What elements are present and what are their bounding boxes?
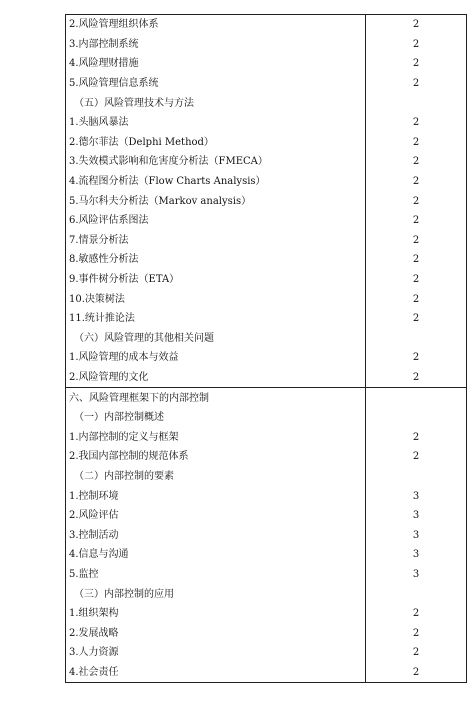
table-row — [66, 250, 467, 270]
table-row — [66, 35, 467, 55]
topic-cell: 6.风险评估系图法 — [66, 211, 366, 231]
hours-cell: 2 — [366, 623, 467, 643]
topic-cell: （一）内部控制概述 — [66, 408, 366, 428]
hours-cell: 2 — [366, 604, 467, 624]
table-row — [66, 211, 467, 231]
topic-cell: 4.信息与沟通 — [66, 545, 366, 565]
topic-cell: 11.统计推论法 — [66, 309, 366, 329]
hours-cell — [366, 467, 467, 487]
table-row — [66, 152, 467, 172]
topic-cell: 2.风险管理的文化 — [66, 368, 366, 388]
topic-cell: 3.内部控制系统 — [66, 35, 366, 55]
table-row — [66, 231, 467, 251]
table-row — [66, 408, 467, 428]
table-row — [66, 663, 467, 683]
topic-cell: （二）内部控制的要素 — [66, 467, 366, 487]
topic-cell: （三）内部控制的应用 — [66, 584, 366, 604]
table-row — [66, 54, 467, 74]
table-row — [66, 329, 467, 349]
hours-cell: 3 — [366, 525, 467, 545]
hours-cell: 2 — [366, 289, 467, 309]
hours-cell: 2 — [366, 427, 467, 447]
hours-cell: 2 — [366, 15, 467, 35]
hours-cell: 2 — [366, 348, 467, 368]
topic-cell: 2.发展战略 — [66, 623, 366, 643]
table-row — [66, 584, 467, 604]
table-row — [66, 447, 467, 467]
hours-cell: 2 — [366, 211, 467, 231]
hours-cell — [366, 329, 467, 349]
hours-cell: 2 — [366, 191, 467, 211]
table-row — [66, 388, 467, 408]
topic-cell: 1.风险管理的成本与效益 — [66, 348, 366, 368]
table-row — [66, 289, 467, 309]
table-row — [66, 623, 467, 643]
hours-cell: 2 — [366, 270, 467, 290]
hours-cell — [366, 408, 467, 428]
topic-cell: 4.流程图分析法（Flow Charts Analysis） — [66, 172, 366, 192]
hours-cell — [366, 388, 467, 408]
topic-cell: 9.事件树分析法（ETA） — [66, 270, 366, 290]
table-row — [66, 348, 467, 368]
hours-cell: 2 — [366, 152, 467, 172]
hours-cell — [366, 93, 467, 113]
table-row — [66, 191, 467, 211]
table-row — [66, 506, 467, 526]
table-row — [66, 643, 467, 663]
hours-cell: 3 — [366, 486, 467, 506]
hours-cell: 2 — [366, 35, 467, 55]
table-row — [66, 74, 467, 94]
table-row — [66, 15, 467, 35]
table-row — [66, 172, 467, 192]
topic-cell: 4.风险理财措施 — [66, 54, 366, 74]
hours-cell: 2 — [366, 54, 467, 74]
topic-cell: 4.社会责任 — [66, 663, 366, 683]
topic-cell: 1.头脑风暴法 — [66, 113, 366, 133]
hours-cell: 2 — [366, 643, 467, 663]
hours-cell: 3 — [366, 506, 467, 526]
table-row — [66, 525, 467, 545]
topic-cell: 3.人力资源 — [66, 643, 366, 663]
topic-cell: 5.监控 — [66, 565, 366, 585]
topic-cell: 六、风险管理框架下的内部控制 — [66, 388, 366, 408]
topic-cell: 8.敏感性分析法 — [66, 250, 366, 270]
syllabus-rows — [66, 15, 467, 683]
hours-cell: 2 — [366, 663, 467, 683]
table-row — [66, 565, 467, 585]
topic-cell: 1.内部控制的定义与框架 — [66, 427, 366, 447]
topic-cell: 2.风险管理组织体系 — [66, 15, 366, 35]
table-row — [66, 133, 467, 153]
table-row — [66, 427, 467, 447]
topic-cell: 2.风险评估 — [66, 506, 366, 526]
hours-cell: 2 — [366, 231, 467, 251]
hours-cell — [366, 584, 467, 604]
topic-cell: （六）风险管理的其他相关问题 — [66, 329, 366, 349]
table-row — [66, 93, 467, 113]
hours-cell: 2 — [366, 74, 467, 94]
topic-cell: 2.我国内部控制的规范体系 — [66, 447, 366, 467]
hours-cell: 2 — [366, 172, 467, 192]
hours-cell: 3 — [366, 565, 467, 585]
hours-cell: 2 — [366, 133, 467, 153]
table-row — [66, 545, 467, 565]
hours-cell: 2 — [366, 368, 467, 388]
hours-cell: 2 — [366, 113, 467, 133]
table-row — [66, 368, 467, 388]
topic-cell: 7.情景分析法 — [66, 231, 366, 251]
topic-cell: 5.风险管理信息系统 — [66, 74, 366, 94]
table-row — [66, 467, 467, 487]
table-row — [66, 309, 467, 329]
table-row — [66, 604, 467, 624]
topic-cell: 1.组织架构 — [66, 604, 366, 624]
topic-cell: 3.失效模式影响和危害度分析法（FMECA） — [66, 152, 366, 172]
hours-cell: 3 — [366, 545, 467, 565]
topic-cell: （五）风险管理技术与方法 — [66, 93, 366, 113]
hours-cell: 2 — [366, 447, 467, 467]
hours-cell: 2 — [366, 309, 467, 329]
topic-cell: 5.马尔科夫分析法（Markov analysis） — [66, 191, 366, 211]
hours-cell: 2 — [366, 250, 467, 270]
table-row — [66, 113, 467, 133]
topic-cell: 2.德尔菲法（Delphi Method） — [66, 133, 366, 153]
topic-cell: 3.控制活动 — [66, 525, 366, 545]
topic-cell: 1.控制环境 — [66, 486, 366, 506]
topic-cell: 10.决策树法 — [66, 289, 366, 309]
table-row — [66, 270, 467, 290]
table-row — [66, 486, 467, 506]
syllabus-table — [65, 14, 467, 683]
